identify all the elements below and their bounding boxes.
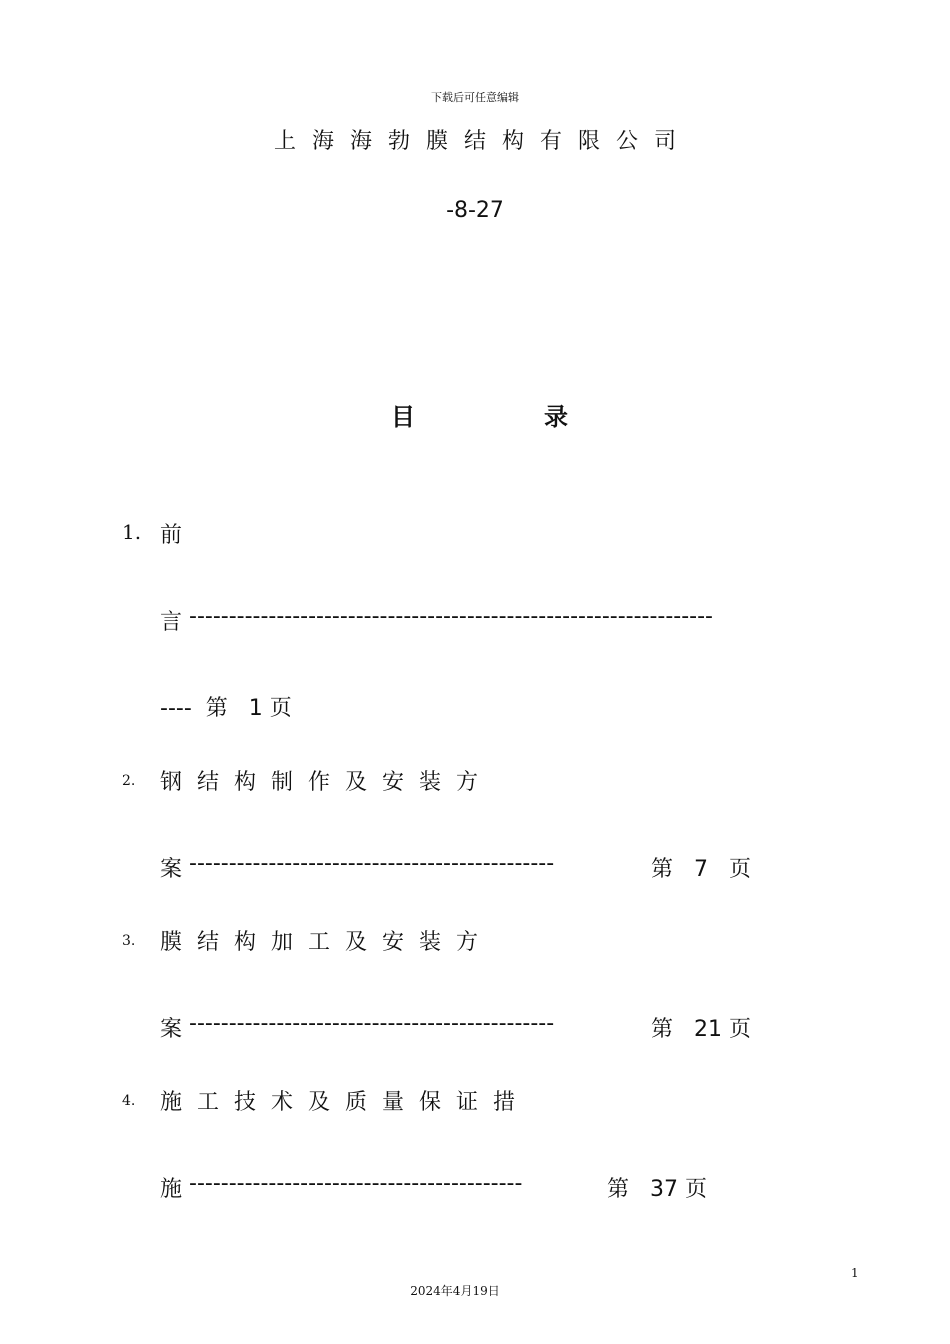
toc-entry-1-page-prefix: 第 — [205, 696, 228, 721]
toc-entry-4-page-suffix: 页 — [685, 1177, 708, 1202]
toc-title-right: 录 — [544, 403, 568, 431]
toc-entry-1-tail-line — [160, 604, 831, 636]
toc-entry-1-leader: ------------------------------------------------------------------ — [189, 604, 713, 629]
toc-entry-3-tail-char: 案 — [160, 1017, 183, 1042]
toc-entry-3-page-num: 21 — [694, 1017, 723, 1042]
company-name: 上海海勃膜结构有限公司 — [273, 129, 692, 154]
toc-entry-2-page-num: 7 — [694, 857, 709, 882]
toc-entry-1-title: 前 — [160, 523, 183, 548]
toc-entry-2-tail-char: 案 — [160, 857, 183, 882]
toc-entry-2-tail-line — [160, 851, 751, 883]
toc-entry-4-leader: ------------------------------------------ — [189, 1171, 523, 1196]
toc-entry-3-leader: ---------------------------------------------- — [189, 1011, 555, 1036]
toc-entry-3-page-suffix: 页 — [729, 1017, 752, 1042]
header-note: 下载后可任意编辑 — [431, 91, 519, 104]
toc-entry-2-number: 2. — [122, 773, 136, 789]
toc-entry-4-tail-line — [160, 1171, 707, 1203]
toc-entry-1-page-num: 1 — [248, 696, 263, 721]
footer-page-number: 1 — [851, 1266, 859, 1280]
toc-entry-4-tail-char: 施 — [160, 1177, 183, 1202]
toc-entry-4-title: 施工技术及质量保证措 — [160, 1090, 531, 1115]
toc-entry-1-page-line — [160, 691, 292, 722]
toc-entry-4-page-prefix: 第 — [607, 1177, 630, 1202]
footer-date: 2024年4月19日 — [410, 1284, 500, 1298]
toc-entry-1-number: 1. — [122, 520, 142, 544]
toc-entry-2-page-suffix: 页 — [729, 857, 752, 882]
toc-entry-3-tail-line — [160, 1011, 751, 1043]
cover-date: -8-27 — [446, 198, 504, 223]
toc-entry-1-leader-cont: ---- — [160, 696, 192, 721]
toc-entry-3-page-prefix: 第 — [651, 1017, 674, 1042]
toc-entry-1-page-suffix: 页 — [269, 696, 292, 721]
toc-entry-2-title: 钢结构制作及安装方 — [160, 770, 494, 795]
toc-entry-3-title: 膜结构加工及安装方 — [160, 930, 494, 955]
toc-entry-1-tail-char: 言 — [160, 610, 183, 635]
toc-entry-2-leader: ---------------------------------------------- — [189, 851, 555, 876]
toc-title-left: 目 — [391, 403, 415, 431]
toc-entry-2-page-prefix: 第 — [651, 857, 674, 882]
toc-entry-3-number: 3. — [122, 933, 136, 949]
toc-entry-4-page-num: 37 — [650, 1177, 679, 1202]
toc-entry-4-number: 4. — [122, 1093, 136, 1109]
